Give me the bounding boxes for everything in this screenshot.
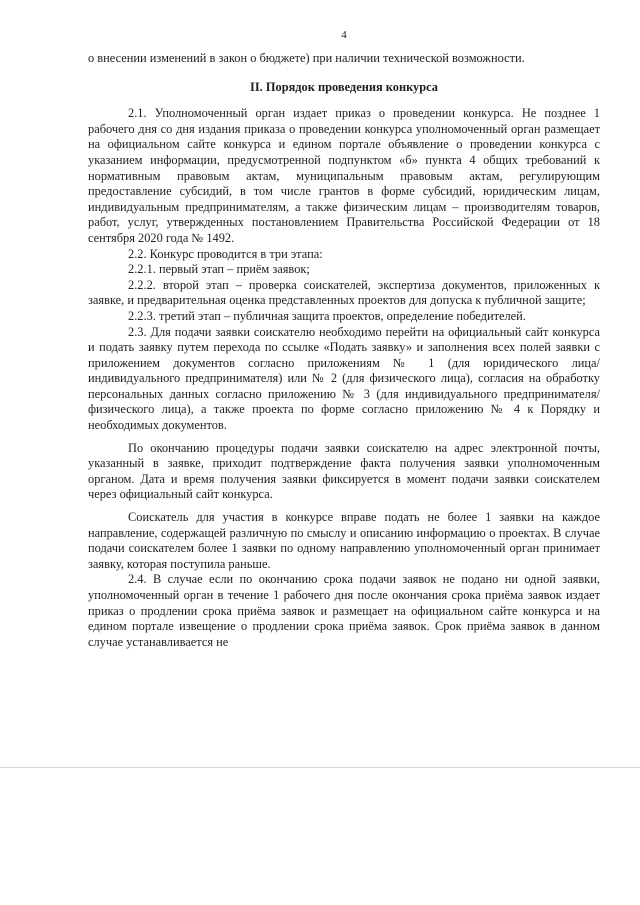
paragraph-2-2-1: 2.2.1. первый этап – приём заявок; — [128, 262, 310, 277]
page-number: 4 — [341, 29, 347, 41]
paragraph-2-2-2: 2.2.2. второй этап – проверка соискателей, экспертиза документов, приложенных к заявке, и предварительная оценка представленных проектов для допуска к публичной защите; — [88, 277, 600, 308]
paragraph-continuation: о внесении изменений в закон о бюджете) при наличии технической возможности. — [88, 51, 525, 65]
paragraph-2-4: 2.4. В случае если по окончанию срока подачи заявок не подано ни одной заявки, уполномоченный орган в течение 1 рабочего дня после окончания срока приёма заявок издает приказ о продлении срока приёма заявок и размещает на официальном сайте конкурса и на едином портале извещение о продлении срока приёма заявок. Срок приёма заявок в данном случае устанавливается не — [88, 572, 600, 649]
paragraph-2-1: 2.1. Уполномоченный орган издает приказ о проведении конкурса. Не позднее 1 рабочего дня со дня издания приказа о проведении конкурса уполномоченный орган размещает на официальном сайте конкурса и едином портале объявление о проведении конкурса с указанием информации, предусмотренной подпунктом «б» пункта 4 общих требований к нормативным правовым актам, муниципальным правовым актам, регулирующим предоставление субсидий, в том числе грантов в форме субсидий, юридическим лицам, индивидуальным предпринимателям, а также физическим лицам – производителям товаров, работ, услуг, утвержденных постановлением Правительства Российской Федерации от 18 сентября 2020 года № 1492. — [88, 106, 600, 245]
paragraph-2-3: 2.3. Для подачи заявки соискателю необходимо перейти на официальный сайт конкурса и подать заявку путем перехода по ссылке «Подать заявку» и заполнения всех полей заявки с приложением документов согласно приложениям № 1 (для юридического лица/индивидуального предпринимателя) или № 2 (для физического лица), согласия на обработку персональных данных согласно приложению № 3 (для индивидуального предпринимателя/физического лица), а также проекта по форме согласно приложению № 4 к Порядку и необходимых документов. — [88, 324, 600, 433]
paragraph-applicant-limit: Соискатель для участия в конкурсе вправе подать не более 1 заявки на каждое направление, содержащей различную по смыслу и описанию информацию о проектах. В случае подачи соискателем более 1 заявки по одному направлению уполномоченный орган принимает заявку, которая поступила раньше. — [88, 510, 600, 571]
section-heading: II. Порядок проведения конкурса — [250, 79, 438, 94]
paragraph-2-2-3: 2.2.3. третий этап – публичная защита проектов, определение победителей. — [128, 308, 526, 323]
paragraph-confirmation: По окончанию процедуры подачи заявки соискателю на адрес электронной почты, указанный в заявке, приходит подтверждение факта получения заявки уполномоченным органом. Дата и время получения заявки фиксируется в момент подачи заявки соискателем через официальный сайт конкурса. — [88, 440, 600, 502]
paragraph-2-2: 2.2. Конкурс проводится в три этапа: — [128, 246, 323, 261]
blank-area — [0, 768, 640, 905]
